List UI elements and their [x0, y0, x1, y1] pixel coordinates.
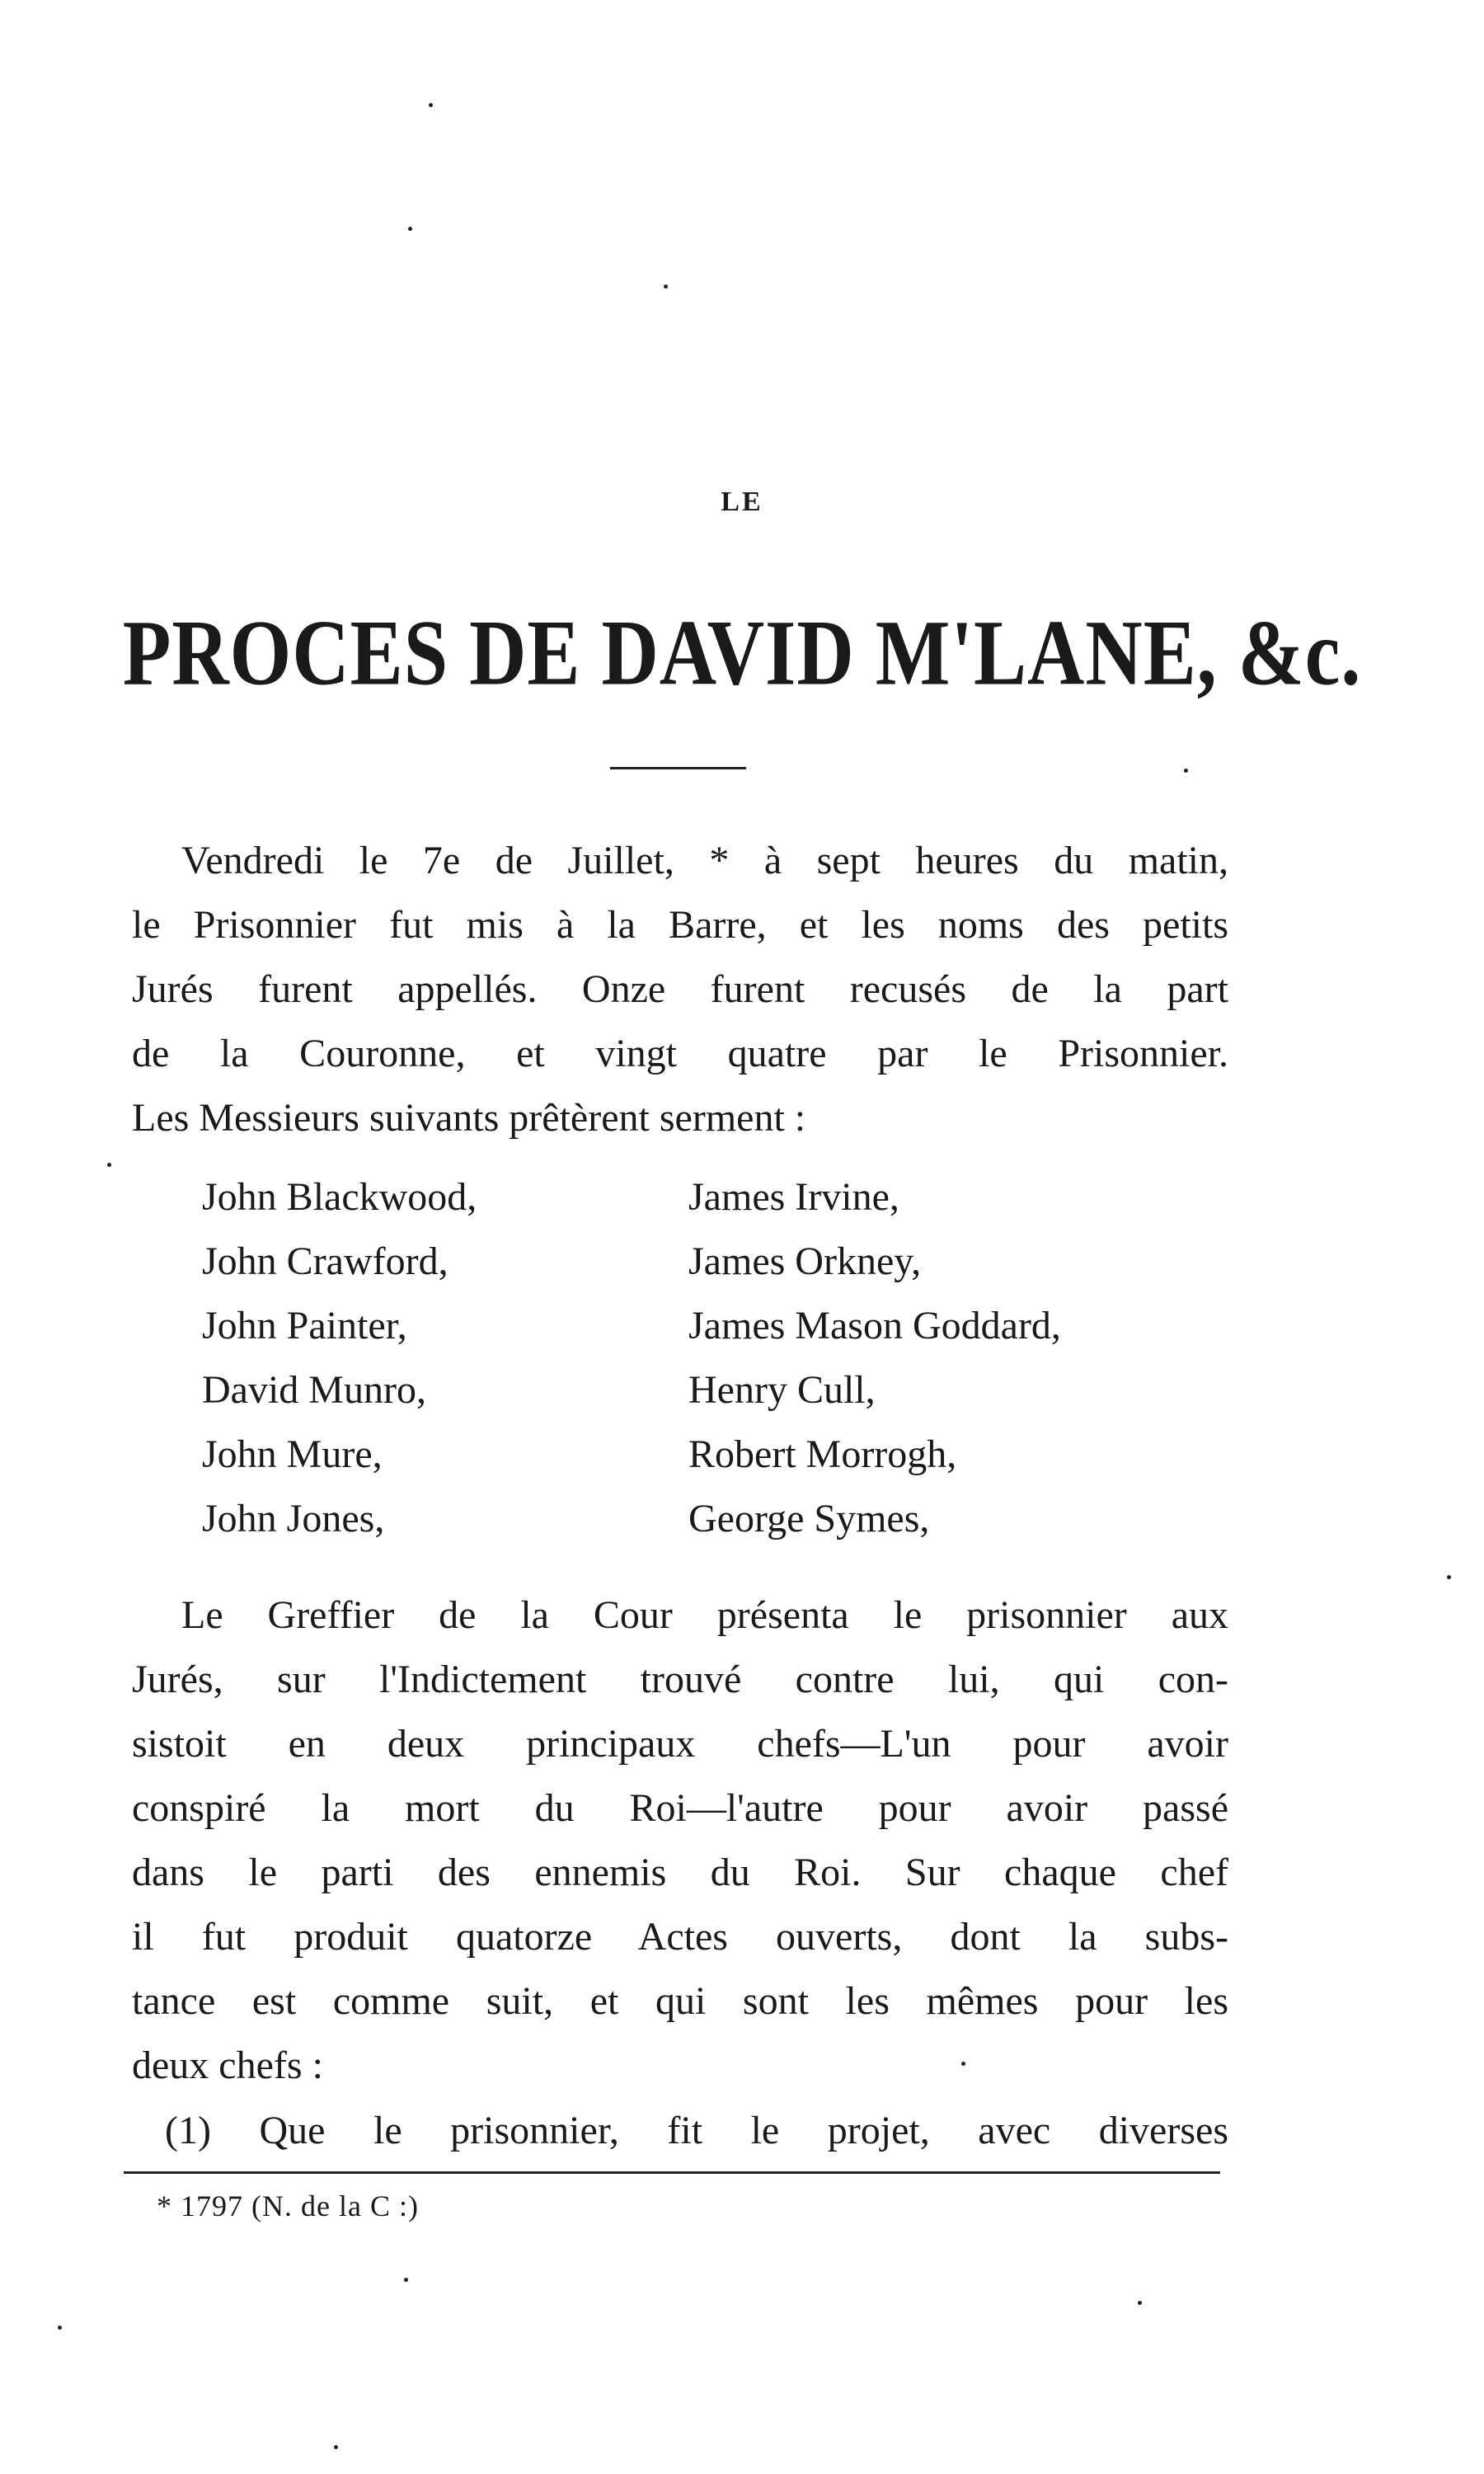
juror-name: John Painter,	[202, 1304, 407, 1348]
juror-name: James Irvine,	[688, 1175, 899, 1219]
juror-name: James Mason Goddard,	[688, 1304, 1061, 1348]
title-divider	[610, 767, 746, 769]
juror-name: John Jones,	[202, 1497, 385, 1540]
ink-speck	[1447, 1575, 1451, 1579]
juror-row	[202, 1358, 1274, 1423]
juror-row	[202, 1423, 1274, 1487]
juror-name: George Symes,	[688, 1497, 930, 1540]
paragraph-line: de la Couronne, et vingt quatre par le Prisonnier.	[132, 1032, 1228, 1075]
juror-name: Robert Morrogh,	[688, 1432, 957, 1476]
paragraph-line: tance est comme suit, et qui sont les mêmes pour les	[132, 1979, 1228, 2023]
paragraph-line: le Prisonnier fut mis à la Barre, et les noms des petits	[132, 903, 1228, 947]
ink-speck	[107, 1163, 111, 1167]
paragraph-line: conspiré la mort du Roi—l'autre pour avoir passé	[132, 1786, 1228, 1830]
ink-speck	[408, 227, 412, 231]
ink-speck	[664, 285, 668, 289]
paragraph-line: Vendredi le 7e de Juillet, * à sept heures du matin,	[181, 839, 1228, 882]
paragraph-line: Les Messieurs suivants prêtèrent serment :	[132, 1096, 806, 1140]
paragraph-line: Jurés furent appellés. Onze furent recusés de la part	[132, 967, 1228, 1011]
juror-name: Henry Cull,	[688, 1368, 876, 1412]
paragraph-indictment	[132, 1583, 1228, 2098]
juror-name: David Munro,	[202, 1368, 426, 1412]
chapter-prefix: LE	[721, 487, 763, 517]
paragraph-line: il fut produit quatorze Actes ouverts, dont la subs-	[132, 1915, 1228, 1959]
paragraph-line: sistoit en deux principaux chefs—L'un pour avoir	[132, 1722, 1228, 1766]
juror-name: John Crawford,	[202, 1239, 448, 1283]
paragraph-line: deux chefs :	[132, 2044, 323, 2087]
page-title: PROCES DE DAVID M'LANE, &c.	[122, 600, 1362, 705]
ink-speck	[1184, 769, 1188, 773]
juror-row	[202, 1487, 1274, 1551]
paragraph-line: dans le parti des ennemis du Roi. Sur chaque chef	[132, 1851, 1228, 1894]
ink-speck	[404, 2278, 408, 2282]
ink-speck	[334, 2445, 338, 2449]
paragraph-line: Jurés, sur l'Indictement trouvé contre lui, qui con-	[132, 1658, 1228, 1701]
juror-list	[202, 1165, 1274, 1551]
juror-row	[202, 1294, 1274, 1358]
footnote: * 1797 (N. de la C :)	[157, 2189, 419, 2222]
paragraph-line: Le Greffier de la Cour présenta le prisonnier aux	[181, 1593, 1228, 1637]
juror-row	[202, 1165, 1274, 1230]
paragraph-overt-acts	[132, 2099, 1228, 2163]
footnote-divider	[124, 2171, 1220, 2174]
ink-speck	[1138, 2301, 1142, 2305]
juror-row	[202, 1230, 1274, 1294]
ink-speck	[429, 103, 433, 107]
ink-speck	[58, 2326, 62, 2330]
paragraph-opening	[132, 829, 1228, 1150]
juror-name: John Blackwood,	[202, 1175, 477, 1219]
paragraph-line: (1) Que le prisonnier, fit le projet, avec diverses	[165, 2109, 1228, 2152]
juror-name: James Orkney,	[688, 1239, 922, 1283]
juror-name: John Mure,	[202, 1432, 383, 1476]
